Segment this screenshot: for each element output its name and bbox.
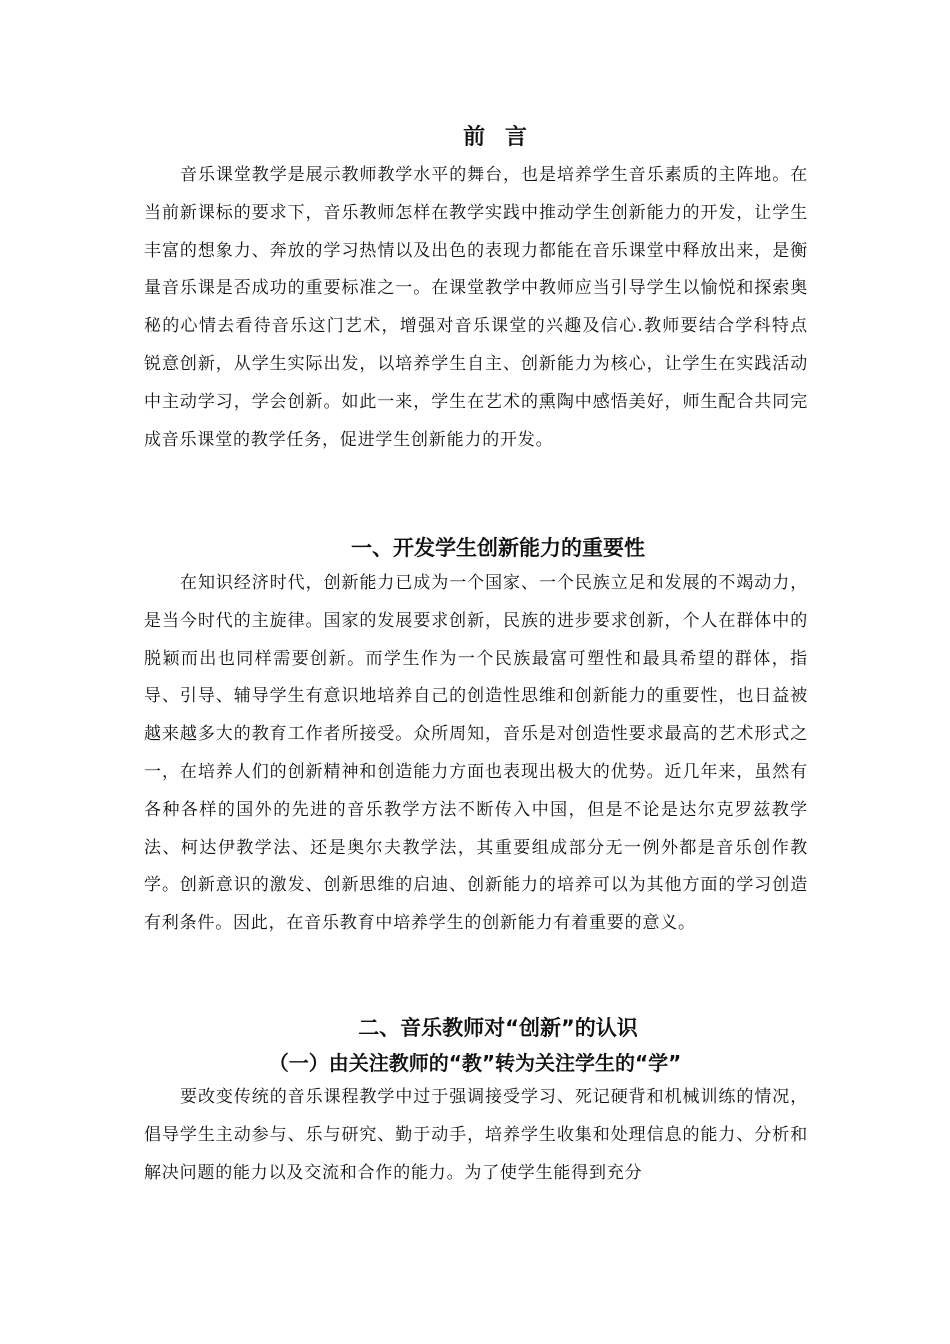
section-1-paragraph: 在知识经济时代，创新能力已成为一个国家、一个民族立足和发展的不竭动力，是当今时代的主旋律。国家的发展要求创新，民族的进步要求创新，个人在群体中的脱颖而出也同样需要创新。而学生作为一个民族最富可塑性和最具希望的群体，指导、引导、辅导学生有意识地培养自己的创造性思维和创新能力的重要性，也日益被越来越多大的教育工作者所接受。众所周知，音乐是对创造性要求最高的艺术形式之一，在培养人们的创新精神和创造能力方面也表现出极大的优势。近几年来，虽然有各种各样的国外的先进的音乐教学方法不断传入中国，但是不论是达尔克罗兹教学法、柯达伊教学法、还是奥尔夫教学法，其重要组成部分无一例外都是音乐创作教学。创新意识的激发、创新思维的启迪、创新能力的培养可以为其他方面的学习创造有利条件。因此，在音乐教育中培养学生的创新能力有着重要的意义。 xyxy=(144,573,808,934)
section-1-heading: 一、开发学生创新能力的重要性 xyxy=(351,536,645,560)
subsection-1-heading: （一）由关注教师的“教”转为关注学生的“学” xyxy=(268,1051,682,1075)
section-2-heading: 二、音乐教师对“创新”的认识 xyxy=(358,1016,638,1040)
preface-paragraph: 音乐课堂教学是展示教师教学水平的舞台，也是培养学生音乐素质的主阵地。在当前新课标的要求下，音乐教师怎样在教学实践中推动学生创新能力的开发，让学生丰富的想象力、奔放的学习热情以及出色的表现力都能在音乐课堂中释放出来，是衡量音乐课是否成功的重要标准之一。在课堂教学中教师应当引导学生以愉悦和探索奥秘的心情去看待音乐这门艺术，增强对音乐课堂的兴趣及信心.教师要结合学科特点锐意创新，从学生实际出发，以培养学生自主、创新能力为核心，让学生在实践活动中主动学习，学会创新。如此一来，学生在艺术的熏陶中感悟美好，师生配合共同完成音乐课堂的教学任务，促进学生创新能力的开发。 xyxy=(144,165,808,450)
preface-heading: 前 言 xyxy=(463,125,533,150)
subsection-1-paragraph: 要改变传统的音乐课程教学中过于强调接受学习、死记硬背和机械训练的情况，倡导学生主动参与、乐与研究、勤于动手，培养学生收集和处理信息的能力、分析和解决问题的能力以及交流和合作的能力。为了使学生能得到充分 xyxy=(144,1087,808,1183)
